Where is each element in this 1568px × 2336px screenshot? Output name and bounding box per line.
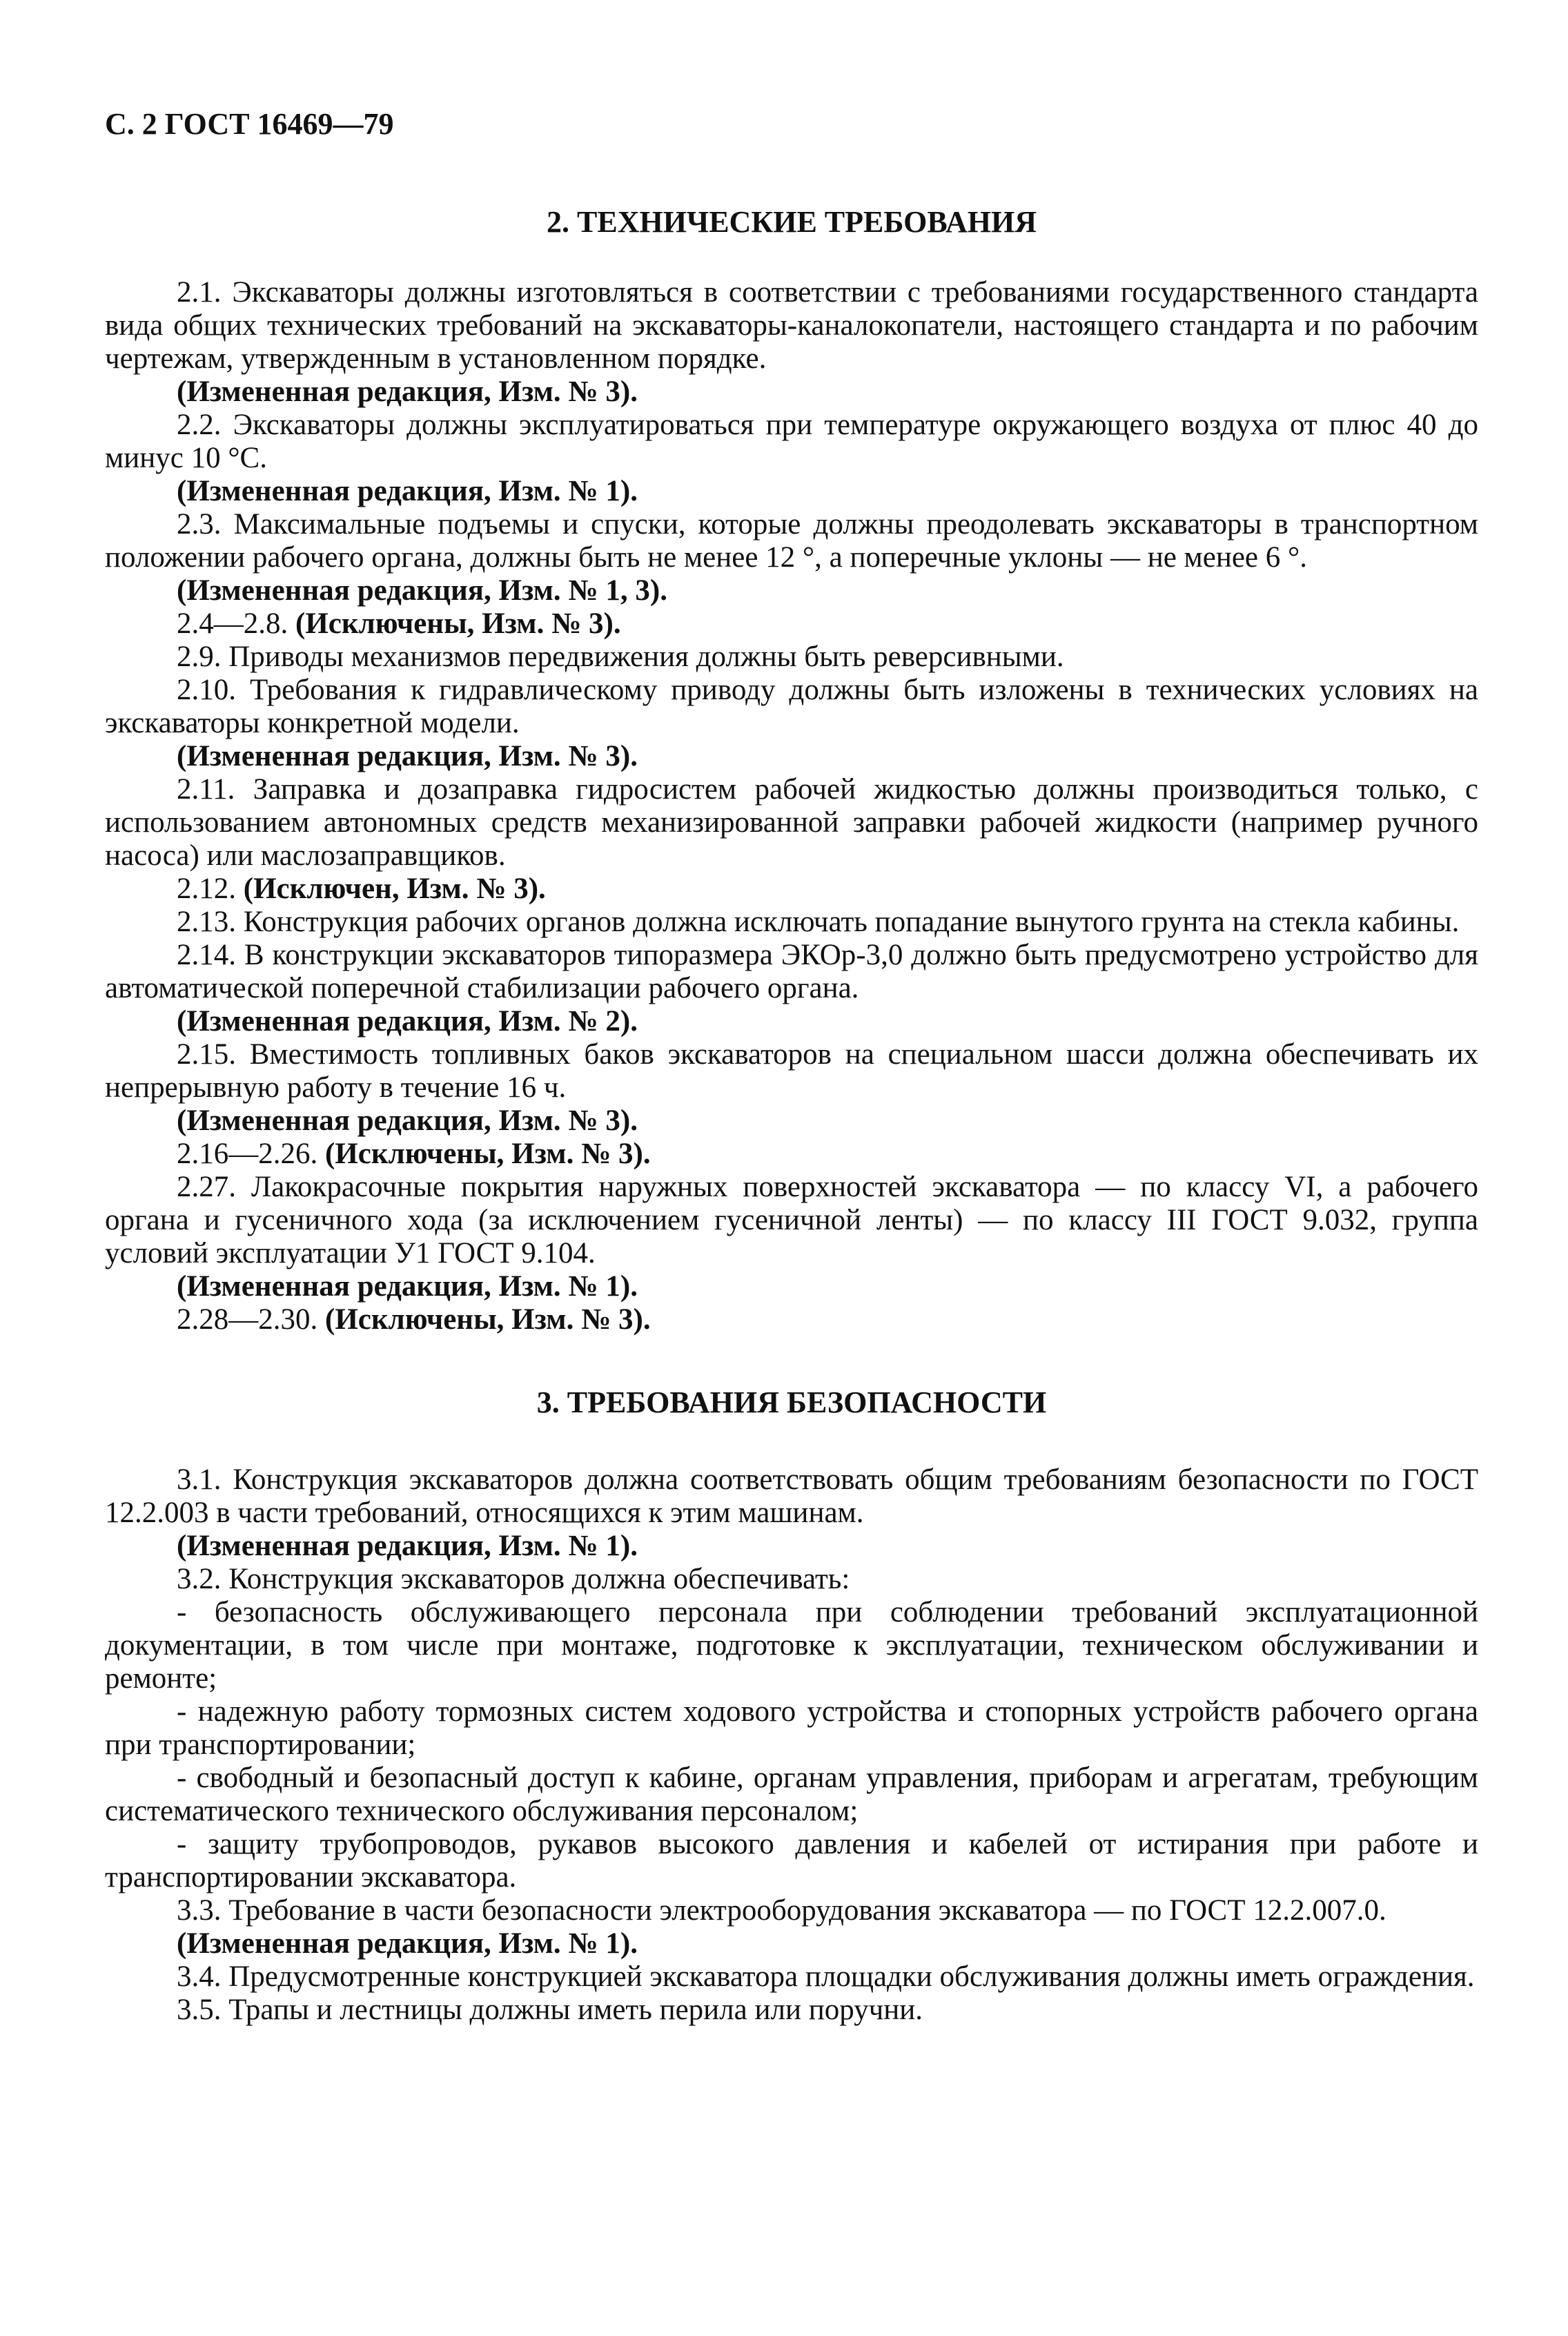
amendment-note: (Измененная редакция, Изм. № 3).	[177, 740, 638, 772]
amendment-note: (Измененная редакция, Изм. № 1, 3).	[177, 574, 667, 607]
clause-2-13: 2.13. Конструкция рабочих органов должна исключать попадание вынутого грунта на стекла кабины.	[177, 906, 1460, 938]
clause-2-10: 2.10. Требования к гидравлическому приводу должны быть изложены в технических условиях на экскаваторы конкретной модели.	[105, 674, 1478, 739]
clause-2-27: 2.27. Лакокрасочные покрытия наружных поверхностей экскаватора — по классу VI, а рабочего органа и гусеничного хода (за исключением гусеничной ленты) — по классу III ГОСТ 9.032, группа условий эксплуатации У1 ГОСТ 9.104.	[105, 1171, 1478, 1269]
excluded-note: (Исключены, Изм. № 3).	[325, 1138, 651, 1170]
clause-2-14: 2.14. В конструкции экскаваторов типоразмера ЭКОр-3,0 должно быть предусмотрено устройство для автоматической поперечной стабилизации рабочего органа.	[105, 939, 1478, 1004]
clause-3-3: 3.3. Требование в части безопасности электрооборудования экскаватора — по ГОСТ 12.2.007.0.	[177, 1894, 1386, 1927]
amendment-note: (Измененная редакция, Изм. № 1).	[177, 1927, 638, 1960]
clause-number: 2.4—2.8.	[177, 607, 288, 640]
clause-2-15: 2.15. Вместимость топливных баков экскаваторов на специальном шасси должна обеспечивать их непрерывную работу в течение 16 ч.	[105, 1038, 1478, 1104]
list-item: - свободный и безопасный доступ к кабине, органам управления, приборам и агрегатам, требующим систематического технического обслуживания персоналом;	[105, 1762, 1478, 1827]
list-item: - защиту трубопроводов, рукавов высокого давления и кабелей от истирания при работе и транспортировании экскаватора.	[105, 1828, 1478, 1894]
clause-2-11: 2.11. Заправка и дозаправка гидросистем рабочей жидкостью должны производиться только, с использованием автономных средств механизированной заправки рабочей жидкости (например ручного насоса) или маслозаправщиков.	[105, 773, 1478, 872]
section-3-title: 3. ТРЕБОВАНИЯ БЕЗОПАСНОСТИ	[536, 1385, 1047, 1419]
clause-2-9: 2.9. Приводы механизмов передвижения должны быть реверсивными.	[177, 641, 1064, 673]
section-2-body	[105, 276, 1478, 1336]
clause-2-2: 2.2. Экскаваторы должны эксплуатироваться при температуре окружающего воздуха от плюс 40 до минус 10 °С.	[105, 409, 1478, 474]
clause-2-12	[105, 873, 1478, 906]
clause-2-3: 2.3. Максимальные подъемы и спуски, которые должны преодолевать экскаваторы в транспортном положении рабочего органа, должны быть не менее 12 °, а поперечные уклоны — не менее 6 °.	[105, 508, 1478, 574]
section-2-title: 2. ТЕХНИЧЕСКИЕ ТРЕБОВАНИЯ	[547, 205, 1037, 239]
excluded-note: (Исключен, Изм. № 3).	[243, 873, 546, 905]
amendment-note: (Измененная редакция, Изм. № 3).	[177, 1104, 638, 1137]
clause-number: 2.28—2.30.	[177, 1303, 318, 1336]
excluded-note: (Исключены, Изм. № 3).	[325, 1303, 651, 1336]
amendment-note: (Измененная редакция, Изм. № 3).	[177, 376, 638, 408]
section-3-body	[105, 1463, 1478, 2027]
clause-number: 2.16—2.26.	[177, 1138, 318, 1170]
clause-3-2: 3.2. Конструкция экскаваторов должна обеспечивать:	[177, 1563, 850, 1595]
document-page	[105, 104, 1478, 2027]
clause-2-4-2-8	[105, 607, 1478, 641]
list-item: - надежную работу тормозных систем ходового устройства и стопорных устройств рабочего органа при транспортировании;	[105, 1695, 1478, 1761]
clause-number: 2.12.	[177, 873, 236, 905]
amendment-note: (Измененная редакция, Изм. № 1).	[177, 1530, 638, 1562]
list-item: - безопасность обслуживающего персонала при соблюдении требований эксплуатационной документации, в том числе при монтаже, подготовке к эксплуатации, техническом обслуживании и ремонте;	[105, 1596, 1478, 1695]
amendment-note: (Измененная редакция, Изм. № 1).	[177, 1270, 638, 1303]
clause-2-16-2-26	[105, 1138, 1478, 1171]
amendment-note: (Измененная редакция, Изм. № 2).	[177, 1005, 638, 1038]
amendment-note: (Измененная редакция, Изм. № 1).	[177, 475, 638, 507]
clause-3-5: 3.5. Трапы и лестницы должны иметь перила или поручни.	[177, 1994, 923, 2026]
clause-2-28-2-30	[105, 1303, 1478, 1336]
clause-3-1: 3.1. Конструкция экскаваторов должна соответствовать общим требованиям безопасности по ГОСТ 12.2.003 в части требований, относящихся к этим машинам.	[105, 1463, 1478, 1529]
page-header: С. 2 ГОСТ 16469—79	[105, 107, 394, 141]
clause-2-1: 2.1. Экскаваторы должны изготовляться в соответствии с требованиями государственного стандарта вида общих технических требований на экскаваторы-каналокопатели, настоящего стандарта и по рабочим чертежам, утвержденным в установленном порядке.	[105, 276, 1478, 375]
clause-3-4: 3.4. Предусмотренные конструкцией экскаватора площадки обслуживания должны иметь ограждения.	[177, 1960, 1475, 1993]
excluded-note: (Исключены, Изм. № 3).	[295, 607, 621, 640]
